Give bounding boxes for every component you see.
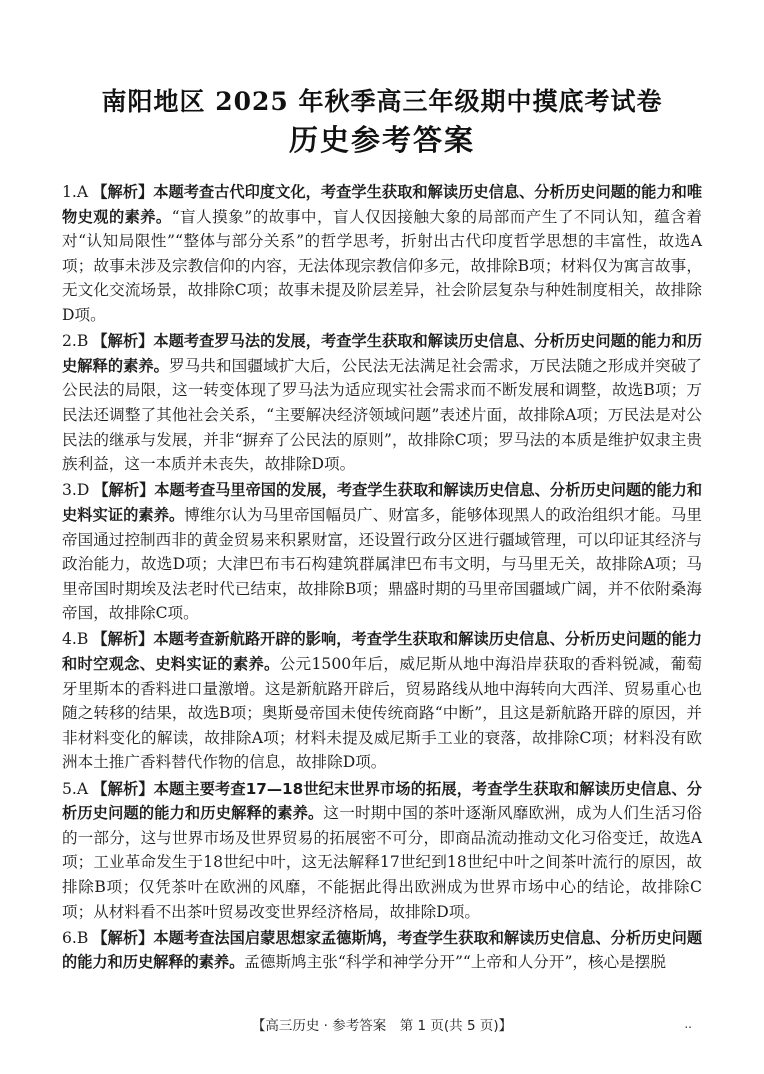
analysis-text: 罗马共和国疆域扩大后，公民法无法满足社会需求，万民法随之形成并突破了公民法的局限，这一转变体现了罗马法为适应现实社会需求而不断发展和调整，故选B项；万民法还调整了其他社会关系，“主要解决经济领域问题”表述片面，故排除A项；万民法是对公民法的继承与发展，并非“摒弃了公民法的原则”，故排除C项；罗马法的本质是维护奴隶主贵族利益，这一本质并未丧失，故排除D项。 xyxy=(62,356,703,474)
analysis-lead: 本题考查古代印度文化，考查学生获取和解读历史信息、分析历史问题的能力和唯物史观的素养。 xyxy=(62,183,703,226)
answer-choice: B xyxy=(76,332,89,351)
page-title: 南阳地区 2025 年秋季高三年级期中摸底考试卷 xyxy=(101,87,663,116)
analysis-lead: 本题考查马里帝国的发展，考查学生获取和解读历史信息、分析历史问题的能力和史料实证的素养。 xyxy=(62,481,703,524)
answer-item-4 xyxy=(62,627,702,775)
question-number: 2. xyxy=(62,332,77,351)
analysis-text: 公元1500年后，威尼斯从地中海沿岸获取的香料锐减，葡萄牙里斯本的香料进口量激增。这是新航路开辟后，贸易路线从地中海转向大西洋、贸易重心也随之转移的结果，故选B项；奥斯曼帝国未使传统商路“中断”，且这是新航路开辟的原因，并非材料变化的解读，故排除A项；材料未提及威尼斯手工业的衰落，故排除C项；材料没有欧洲本土推广香料替代作物的信息，故排除D项。 xyxy=(62,655,703,772)
answer-item-1 xyxy=(62,180,702,328)
analysis-lead: 本题主要考查17—18世纪末世界市场的拓展，考查学生获取和解读历史信息、分析历史问题的能力和历史解释的素养。 xyxy=(62,779,702,823)
question-number: 4. xyxy=(62,630,77,649)
analysis-lead: 本题考查罗马法的发展，考查学生获取和解读历史信息、分析历史问题的能力和历史解释的素养。 xyxy=(62,332,703,375)
answer-choice: A xyxy=(76,183,89,201)
analysis-tag: 【解析】 xyxy=(92,779,154,798)
answer-choice: A xyxy=(76,779,89,798)
footer-mark: .. xyxy=(684,1017,692,1031)
answer-choice: B xyxy=(76,928,89,947)
answer-list xyxy=(62,180,702,977)
analysis-lead: 本题考查法国启蒙思想家孟德斯鸠，考查学生获取和解读历史信息、分析历史问题的能力和历史解释的素养。 xyxy=(62,928,703,972)
question-number: 5. xyxy=(62,779,77,798)
question-number: 6. xyxy=(62,928,77,947)
analysis-text: “盲人摸象”的故事中，盲人仅因接触大象的局部而产生了不同认知，蕴含着对“认知局限性”“整体与部分关系”的哲学思考，折射出古代印度哲学思想的丰富性，故选A项；故事未涉及宗教信仰的内容，无法体现宗教信仰多元，故排除B项；材料仅为寓言故事，无文化交流场景，故排除C项；故事未提及阶层差异，社会阶层复杂与种姓制度相关，故排除D项。 xyxy=(62,207,702,324)
analysis-text: 孟德斯鸠主张“科学和神学分开”“上帝和人分开”，核心是摆脱 xyxy=(244,953,666,972)
analysis-text: 这一时期中国的茶叶逐渐风靡欧洲，成为人们生活习俗的一部分，这与世界市场及世界贸易的拓展密不可分，即商品流动推动文化习俗变迁，故选A项；工业革命发生于18世纪中叶，这无法解释17世纪到18世纪中叶之间茶叶流行的原因，故排除B项；仅凭茶叶在欧洲的风靡，不能据此得出欧洲成为世界市场中心的结论，故排除C项；从材料看不出茶叶贸易改变世界经济格局，故排除D项。 xyxy=(62,804,702,921)
analysis-tag: 【解析】 xyxy=(92,332,154,351)
page-subtitle: 历史参考答案 xyxy=(288,123,475,157)
analysis-tag: 【解析】 xyxy=(92,928,154,947)
page-footer: 【高三历史 · 参考答案 第 1 页(共 5 页)】 xyxy=(251,1018,513,1034)
answer-choice: B xyxy=(76,630,89,649)
analysis-tag: 【解析】 xyxy=(92,630,154,649)
answer-item-2 xyxy=(62,329,702,477)
analysis-lead: 本题考查新航路开辟的影响，考查学生获取和解读历史信息、分析历史问题的能力和时空观念、史料实证的素养。 xyxy=(62,630,703,674)
answer-item-5 xyxy=(62,777,702,925)
answer-item-6 xyxy=(62,926,702,975)
analysis-text: 博维尔认为马里帝国幅员广、财富多，能够体现黑人的政治组织才能。马里帝国通过控制西非的黄金贸易来积累财富，还设置行政分区进行疆域管理，可以印证其经济与政治能力，故选D项；大津巴布韦石构建筑群属津巴布韦文明，与马里无关，故排除A项；马里帝国时期埃及法老时代已结束，故排除B项；鼎盛时期的马里帝国疆域广阔，并不依附桑海帝国，故排除C项。 xyxy=(62,505,702,623)
answer-item-3 xyxy=(62,478,702,626)
analysis-tag: 【解析】 xyxy=(93,481,155,500)
question-number: 3. xyxy=(62,481,77,500)
analysis-tag: 【解析】 xyxy=(92,183,154,201)
answer-choice: D xyxy=(76,481,90,500)
question-number: 1. xyxy=(62,183,77,201)
